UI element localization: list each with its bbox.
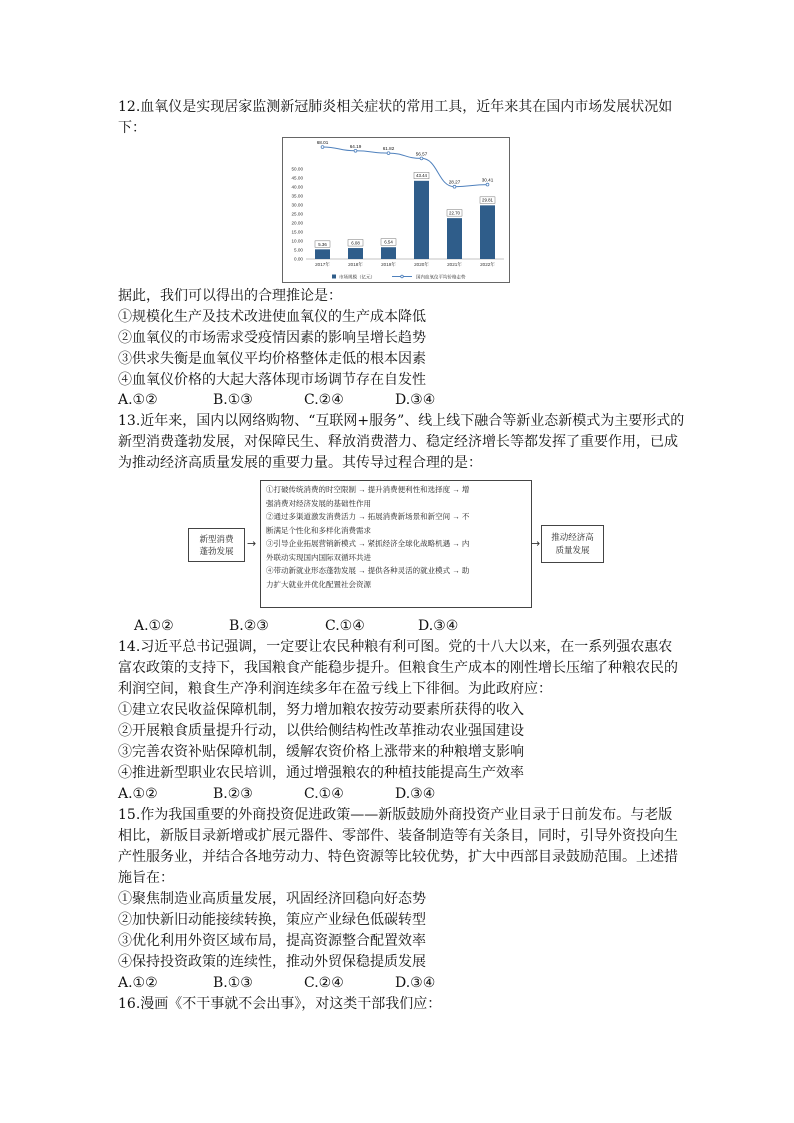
price-value-label: 30.41 bbox=[481, 177, 494, 183]
q12-choice-1: ①规模化生产及技术改进使血氧仪的生产成本降低 bbox=[118, 309, 426, 325]
q15-choice-3: ③优化利用外资区域布局，提高资源整合配置效率 bbox=[118, 933, 426, 949]
q14-stem-line-3: 利润空间，粮食生产净利润连续多年在盈亏线上下徘徊。为此政府应： bbox=[118, 681, 552, 697]
q15-option-d[interactable]: D.③④ bbox=[395, 975, 436, 991]
q15-option-a[interactable]: A.①② bbox=[118, 975, 158, 991]
flow-start-line-1: 新型消费 bbox=[199, 534, 234, 544]
q12-choice-4: ④血氧仪价格的大起大落体现市场调节存在自发性 bbox=[118, 372, 426, 388]
q15-stem-line-4: 施旨在： bbox=[118, 870, 174, 886]
q15-stem-line-3: 产性服务业，并结合各地劳动力、特色资源等比较优势，扩大中西部目录鼓励范围。上述措 bbox=[118, 849, 678, 865]
y-tick-label: 10.00 bbox=[291, 238, 303, 244]
q13-option-c[interactable]: C.①④ bbox=[325, 618, 365, 634]
flow-end-line-2: 质量发展 bbox=[555, 545, 590, 555]
price-value-label: 68.01 bbox=[316, 139, 329, 145]
flow-arrow-2: → bbox=[531, 537, 541, 550]
y-tick-label: 15.00 bbox=[291, 229, 303, 235]
q12-after-line-1: 据此，我们可以得出的合理推论是： bbox=[118, 288, 342, 304]
price-point bbox=[321, 146, 324, 149]
legend-bar-label: 市场规模（亿元） bbox=[339, 274, 375, 280]
q13-stem-line-3: 为推动经济高质量发展的重要力量。其传导过程合理的是： bbox=[118, 455, 482, 471]
legend-bar-swatch bbox=[332, 275, 336, 279]
y-tick-label: 5.00 bbox=[294, 247, 303, 253]
q15-stem-line-1: 15.作为我国重要的外商投资促进政策——新版鼓励外商投资产业目录于日前发布。与老版 bbox=[118, 807, 673, 823]
chart-frame bbox=[283, 138, 510, 283]
bar bbox=[414, 181, 429, 259]
q13-option-b[interactable]: B.②③ bbox=[229, 618, 269, 634]
flow-mid-line-4: 断满足个性化和多样化消费需求 bbox=[266, 525, 371, 535]
q12-option-d[interactable]: D.③④ bbox=[395, 392, 436, 408]
flow-mid-line-1: ①打破传统消费的时空限制 → 提升消费便利性和选择度 → 增 bbox=[266, 485, 470, 494]
q15-option-b[interactable]: B.①③ bbox=[213, 975, 253, 991]
legend-line-label: 国内血氧仪平均价格走势 bbox=[416, 274, 466, 280]
x-tick-label: 2017年 bbox=[315, 262, 330, 267]
flow-mid-line-2: 强消费对经济发展的基础性作用 bbox=[266, 498, 371, 508]
y-tick-label: 45.00 bbox=[291, 175, 303, 181]
flow-mid-line-7: ④带动新就业形态蓬勃发展 → 提供各种灵活的就业模式 → 助 bbox=[266, 566, 470, 575]
price-value-label: 56.57 bbox=[415, 151, 428, 157]
q13-option-d[interactable]: D.③④ bbox=[418, 618, 459, 634]
flow-end-box bbox=[541, 525, 604, 563]
y-tick-label: 30.00 bbox=[291, 202, 303, 208]
q14-choice-4: ④推进新型职业农民培训，通过增强粮农的种植技能提高生产效率 bbox=[118, 765, 524, 781]
flow-mid-line-8: 力扩大就业并优化配置社会资源 bbox=[266, 579, 371, 589]
q14-option-d[interactable]: D.③④ bbox=[395, 786, 436, 802]
q16-stem-line-1: 16.漫画《不干事就不会出事》，对这类干部我们应： bbox=[118, 996, 442, 1012]
flow-start-box bbox=[188, 528, 245, 562]
flow-middle-box bbox=[260, 480, 532, 608]
q15-choice-4: ④保持投资政策的连续性，推动外贸保稳提质发展 bbox=[118, 954, 426, 970]
bar bbox=[381, 247, 396, 259]
price-value-label: 61.82 bbox=[382, 146, 395, 152]
q14-option-b[interactable]: B.②③ bbox=[213, 786, 253, 802]
y-tick-label: 35.00 bbox=[291, 193, 303, 199]
x-tick-label: 2019年 bbox=[381, 262, 396, 267]
bar-value-label: 29.81 bbox=[482, 197, 493, 203]
flow-start-line-2: 蓬勃发展 bbox=[199, 546, 234, 556]
price-value-label: 28.27 bbox=[448, 179, 461, 185]
q12-stem-line-2: 下： bbox=[118, 120, 146, 136]
y-tick-label: 50.00 bbox=[291, 166, 303, 172]
flow-mid-line-3: ②通过多渠道激发消费活力 → 拓展消费新场景和新空间 → 不 bbox=[266, 512, 470, 521]
x-tick-label: 2020年 bbox=[414, 262, 429, 267]
price-point bbox=[486, 183, 489, 186]
flow-end-line-1: 推动经济高 bbox=[551, 532, 594, 542]
price-value-label: 64.19 bbox=[349, 143, 362, 149]
bar-value-label: 43.44 bbox=[416, 173, 427, 179]
oximeter-market-chart bbox=[282, 137, 510, 283]
price-point bbox=[453, 185, 456, 188]
price-point bbox=[420, 157, 423, 160]
flow-mid-line-5: ③引导企业拓展营销新模式 → 紧抓经济全球化战略机遇 → 内 bbox=[266, 539, 470, 548]
bar bbox=[348, 248, 363, 259]
q14-option-c[interactable]: C.①④ bbox=[304, 786, 344, 802]
q14-option-a[interactable]: A.①② bbox=[118, 786, 158, 802]
bar bbox=[480, 205, 495, 259]
q13-option-a[interactable]: A.①② bbox=[134, 618, 174, 634]
bar-value-label: 22.70 bbox=[449, 210, 460, 216]
y-tick-label: 0.00 bbox=[294, 256, 303, 262]
q13-stem-line-2: 新型消费蓬勃发展，对保障民生、释放消费潜力、稳定经济增长等都发挥了重要作用，已成 bbox=[118, 434, 678, 450]
q12-stem-line-1: 12.血氧仪是实现居家监测新冠肺炎相关症状的常用工具，近年来其在国内市场发展状况如 bbox=[118, 99, 673, 115]
bar bbox=[447, 218, 462, 259]
x-tick-label: 2021年 bbox=[447, 262, 462, 267]
q12-choice-3: ③供求失衡是血氧仪平均价格整体走低的根本因素 bbox=[118, 351, 426, 367]
q15-option-c[interactable]: C.②④ bbox=[304, 975, 344, 991]
q14-stem-line-1: 14.习近平总书记强调，一定要让农民种粮有利可图。党的十八大以来，在一系列强农惠农 bbox=[118, 639, 673, 655]
q12-choice-2: ②血氧仪的市场需求受疫情因素的影响呈增长趋势 bbox=[118, 330, 426, 346]
q15-choice-2: ②加快新旧动能接续转换，策应产业绿色低碳转型 bbox=[118, 912, 426, 928]
q12-option-c[interactable]: C.②④ bbox=[304, 392, 344, 408]
flow-mid-line-6: 外联动实现国内国际双循环共进 bbox=[266, 552, 371, 562]
q15-stem-line-2: 相比，新版目录新增或扩展元器件、零部件、装备制造等有关条目，同时，引导外资投向生 bbox=[118, 828, 678, 844]
q13-stem-line-1: 13.近年来，国内以网络购物、“互联网+服务”、线上线下融合等新业态新模式为主要形式的 bbox=[118, 413, 685, 429]
price-point bbox=[354, 149, 357, 152]
price-point bbox=[387, 152, 390, 155]
y-tick-label: 20.00 bbox=[291, 220, 303, 226]
q12-option-b[interactable]: B.①③ bbox=[213, 392, 253, 408]
bar-value-label: 6.54 bbox=[384, 239, 393, 245]
q14-choice-3: ③完善农资补贴保障机制，缓解农资价格上涨带来的种粮增支影响 bbox=[118, 744, 524, 760]
y-tick-label: 25.00 bbox=[291, 211, 303, 217]
flow-arrow-1: → bbox=[247, 537, 257, 550]
q14-stem-line-2: 富农政策的支持下，我国粮食产能稳步提升。但粮食生产成本的刚性增长压缩了种粮农民的 bbox=[118, 660, 678, 676]
q15-choice-1: ①聚焦制造业高质量发展，巩固经济回稳向好态势 bbox=[118, 891, 426, 907]
bar bbox=[315, 249, 330, 259]
bar-value-label: 6.08 bbox=[351, 240, 360, 246]
x-tick-label: 2018年 bbox=[348, 262, 363, 267]
y-tick-label: 40.00 bbox=[291, 184, 303, 190]
bar-value-label: 5.36 bbox=[318, 241, 327, 247]
q14-choice-2: ②开展粮食质量提升行动，以供给侧结构性改革推动农业强国建设 bbox=[118, 723, 524, 739]
q13-flow-diagram bbox=[188, 480, 608, 610]
q14-choice-1: ①建立农民收益保障机制，努力增加粮农按劳动要素所获得的收入 bbox=[118, 702, 524, 718]
legend-line-marker bbox=[401, 275, 404, 278]
x-tick-label: 2022年 bbox=[480, 262, 495, 267]
q12-option-a[interactable]: A.①② bbox=[118, 392, 158, 408]
